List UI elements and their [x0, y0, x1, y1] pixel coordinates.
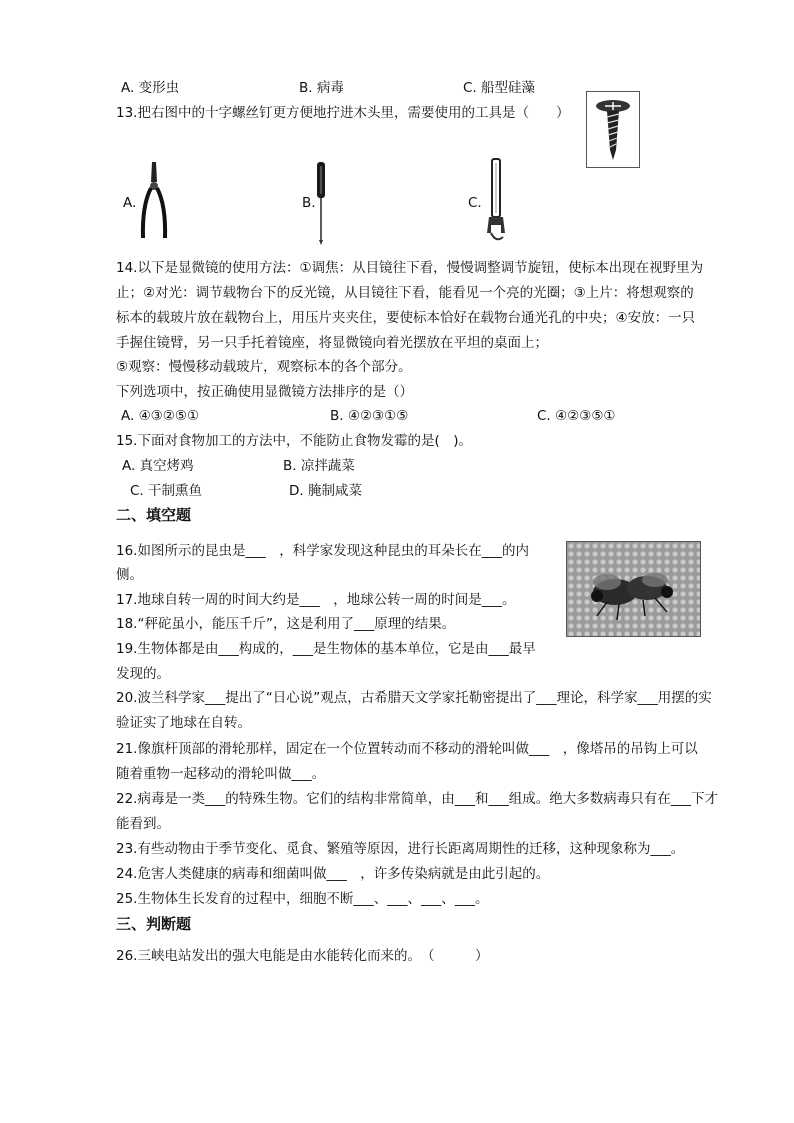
- wrench-icon: [481, 157, 511, 245]
- q14-line-6: 下列选项中，按正确使用显微镜方法排序的是（）: [116, 384, 413, 400]
- q14-option-a: A. ④③②⑤①: [121, 408, 200, 424]
- q22-line-1: 22.病毒是一类___的特殊生物。它们的结构非常简单，由___和___组成。绝大多数病毒只有在___下才: [116, 791, 718, 807]
- q15-option-c: C. 干制熏鱼: [130, 483, 203, 499]
- q14-line-3: 标本的载玻片放在载物台上，用压片夹夹住，要使标本恰好在载物台通光孔的中央；④安放：一只: [116, 310, 696, 326]
- q19-line-1: 19.生物体都是由___构成的，___是生物体的基本单位，它是由___最早: [116, 641, 536, 657]
- q26: 26.三峡电站发出的强大电能是由水能转化而来的。 （ ）: [116, 948, 489, 964]
- q22-line-2: 能看到。: [116, 816, 170, 832]
- q13-option-c-label: C.: [468, 195, 482, 211]
- q15-option-d: D. 腌制咸菜: [289, 483, 362, 499]
- q14-line-4: 手握住镜臂，另一只手托着镜座，将显微镜向着光摆放在平坦的桌面上；: [116, 335, 548, 351]
- q15-option-b: B. 凉拌蔬菜: [283, 458, 355, 474]
- q25: 25.生物体生长发育的过程中，细胞不断___、___、___、___。: [116, 891, 489, 907]
- q15-option-a: A. 真空烤鸡: [122, 458, 194, 474]
- q13-text: 13.把右图中的十字螺丝钉更方便地拧进木头里，需要使用的工具是（ ）: [116, 105, 570, 121]
- q13-option-a-label: A.: [123, 195, 137, 211]
- q21-line-1: 21.像旗杆顶部的滑轮那样，固定在一个位置转动而不移动的滑轮叫做___ ，像塔吊的吊钩上可以: [116, 741, 698, 757]
- q14-option-b: B. ④②③①⑤: [330, 408, 409, 424]
- q15-text: 15.下面对食物加工的方法中，不能防止食物发霉的是( )。: [116, 433, 473, 449]
- q13-option-b-label: B.: [302, 195, 316, 211]
- section-heading-fill: 二、填空题: [116, 506, 192, 524]
- q20-line-2: 验证实了地球在自转。: [116, 715, 251, 731]
- q14-line-1: 14.以下是显微镜的使用方法：①调焦：从目镜往下看，慢慢调整调节旋钮，使标本出现在视野里为: [116, 260, 704, 276]
- pliers-icon: [138, 160, 170, 240]
- q14-option-c: C. ④②③⑤①: [537, 408, 616, 424]
- q16-line-2: 侧。: [116, 567, 143, 583]
- q12-option-c: C. 船型硅藻: [463, 80, 536, 96]
- screw-image: [586, 91, 640, 168]
- insect-photo: [566, 541, 701, 637]
- q12-option-b: B. 病毒: [299, 80, 344, 96]
- q21-line-2: 随着重物一起移动的滑轮叫做___。: [116, 766, 326, 782]
- q24: 24.危害人类健康的病毒和细菌叫做___ ，许多传染病就是由此引起的。: [116, 866, 550, 882]
- screwdriver-icon: [313, 160, 329, 246]
- section-heading-judge: 三、判断题: [116, 915, 192, 933]
- q16-line-1: 16.如图所示的昆虫是___ ，科学家发现这种昆虫的耳朵长在___的内: [116, 543, 529, 559]
- q18: 18.“秤砣虽小，能压千斤”，这是利用了___原理的结果。: [116, 616, 456, 632]
- q14-line-5: ⑤观察：慢慢移动载玻片，观察标本的各个部分。: [116, 359, 412, 375]
- q19-line-2: 发现的。: [116, 666, 170, 682]
- q20-line-1: 20.波兰科学家___提出了“日心说”观点，古希腊天文学家托勒密提出了___理论，科学家___用摆的实: [116, 690, 712, 706]
- q14-line-2: 止；②对光：调节载物台下的反光镜，从目镜往下看，能看见一个亮的光圈；③上片：将想观察的: [116, 285, 694, 301]
- q17: 17.地球自转一周的时间大约是___ ，地球公转一周的时间是___。: [116, 592, 516, 608]
- q12-option-a: A. 变形虫: [121, 80, 180, 96]
- q23: 23.有些动物由于季节变化、觅食、繁殖等原因，进行长距离周期性的迁移，这种现象称为___。: [116, 841, 685, 857]
